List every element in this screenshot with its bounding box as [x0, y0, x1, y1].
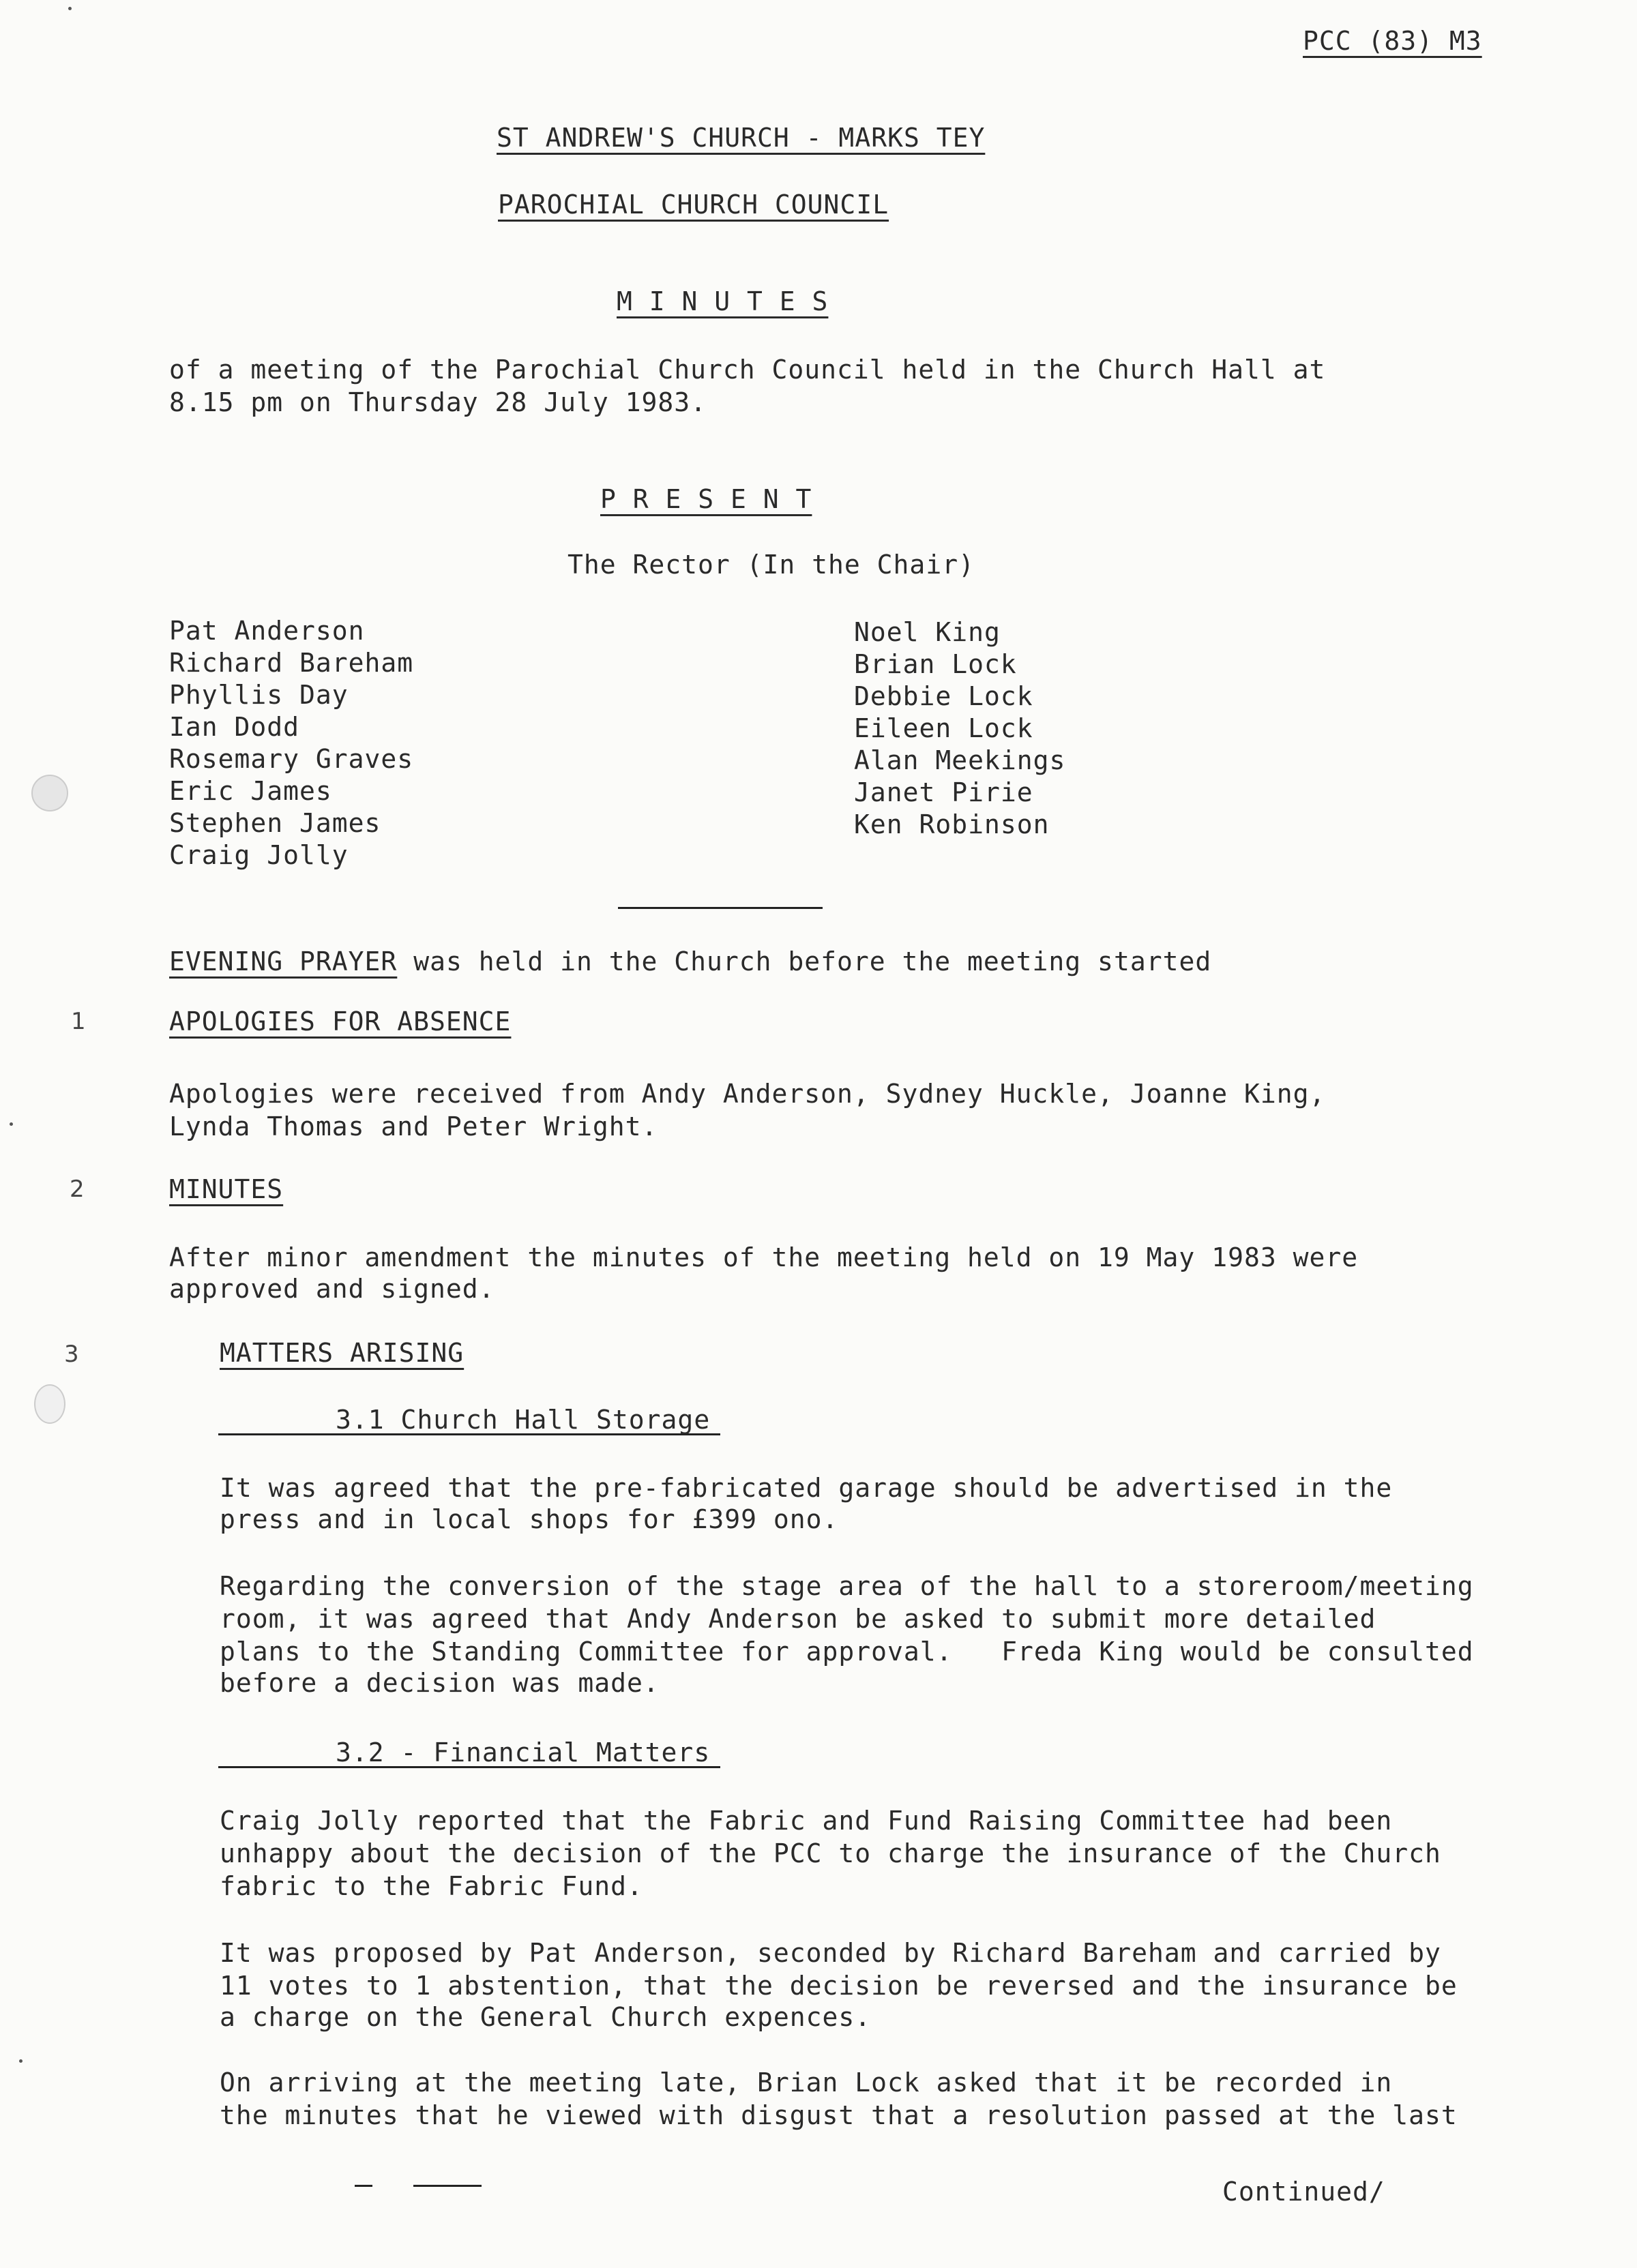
financial-p3-line-1: On arriving at the meeting late, Brian Lock asked that it be recorded in	[220, 2068, 1393, 2098]
storage-p1-line-1: It was agreed that the pre-fabricated garage should be advertised in the	[220, 1473, 1393, 1503]
financial-p2-line-3: a charge on the General Church expences.	[220, 2002, 872, 2032]
financial-p1-line-2: unhappy about the decision of the PCC to charge the insurance of the Church	[220, 1838, 1441, 1868]
attendees-column-1	[169, 615, 413, 871]
divider	[618, 907, 823, 909]
attendee-name: Noel King	[854, 617, 1001, 647]
attendee-name: Pat Anderson	[169, 616, 365, 646]
evening-prayer-line	[169, 945, 1211, 978]
section-number: 2	[70, 1176, 85, 1203]
chair-line: The Rector (In the Chair)	[567, 550, 975, 580]
storage-p2-line-4: before a decision was made.	[220, 1668, 660, 1698]
footer-mark	[413, 2185, 482, 2187]
attendee-name: Brian Lock	[854, 649, 1017, 679]
church-title: ST ANDREW'S CHURCH - MARKS TEY	[497, 123, 986, 153]
attendee-name: Ken Robinson	[854, 809, 1050, 839]
intro-line-2: 8.15 pm on Thursday 28 July 1983.	[169, 387, 707, 417]
evening-prayer-text: was held in the Church before the meeting started	[413, 946, 1212, 976]
attendee-name: Janet Pirie	[854, 777, 1033, 807]
financial-p3-line-2: the minutes that he viewed with disgust that a resolution passed at the last	[220, 2100, 1458, 2130]
attendee-name: Eric James	[169, 776, 332, 806]
minutes-line-1: After minor amendment the minutes of the meeting held on 19 May 1983 were	[169, 1242, 1359, 1272]
page-mark	[68, 7, 72, 10]
punch-hole	[31, 775, 68, 811]
attendee-name: Alan Meekings	[854, 745, 1066, 775]
attendee-name: Stephen James	[169, 808, 381, 838]
storage-p1-line-2: press and in local shops for £399 ono.	[220, 1504, 839, 1534]
section-heading-apologies: APOLOGIES FOR ABSENCE	[169, 1006, 512, 1036]
evening-prayer-heading: EVENING PRAYER	[169, 946, 398, 976]
section-number: 1	[71, 1008, 86, 1035]
council-title: PAROCHIAL CHURCH COUNCIL	[498, 190, 889, 220]
storage-p2-line-1: Regarding the conversion of the stage area of the hall to a storeroom/meeting	[220, 1571, 1474, 1601]
subheading-church-hall-storage: 3.1 Church Hall Storage	[336, 1405, 711, 1435]
attendees-column-2	[854, 616, 1065, 841]
financial-p1-line-1: Craig Jolly reported that the Fabric and Fund Raising Committee had been	[220, 1806, 1393, 1836]
attendee-name: Rosemary Graves	[169, 744, 414, 774]
apologies-line-1: Apologies were received from Andy Anderson, Sydney Huckle, Joanne King,	[169, 1079, 1326, 1109]
document-reference: PCC (83) M3	[1303, 26, 1482, 56]
financial-p2-line-2: 11 votes to 1 abstention, that the decision be reversed and the insurance be	[220, 1971, 1458, 2001]
subheading-financial-matters: 3.2 - Financial Matters	[336, 1737, 711, 1767]
attendee-name: Eileen Lock	[854, 713, 1033, 743]
minutes-line-2: approved and signed.	[169, 1274, 495, 1304]
attendee-name: Ian Dodd	[169, 712, 300, 742]
attendee-name: Richard Bareham	[169, 648, 414, 678]
storage-p2-line-3: plans to the Standing Committee for approval. Freda King would be consulted	[220, 1637, 1474, 1667]
section-heading-minutes: MINUTES	[169, 1174, 284, 1204]
apologies-line-2: Lynda Thomas and Peter Wright.	[169, 1111, 658, 1142]
attendee-name: Debbie Lock	[854, 681, 1033, 711]
page-mark	[19, 2059, 23, 2063]
minutes-title: M I N U T E S	[617, 286, 829, 316]
footer-mark	[355, 2185, 372, 2187]
punch-hole	[34, 1384, 65, 1424]
financial-p2-line-1: It was proposed by Pat Anderson, seconded by Richard Bareham and carried by	[220, 1938, 1441, 1968]
intro-line-1: of a meeting of the Parochial Church Council held in the Church Hall at	[169, 355, 1326, 385]
financial-p1-line-3: fabric to the Fabric Fund.	[220, 1871, 643, 1901]
section-number: 3	[64, 1341, 79, 1368]
attendee-name: Craig Jolly	[169, 840, 349, 870]
attendee-name: Phyllis Day	[169, 680, 349, 710]
page-mark	[10, 1122, 13, 1126]
present-heading: P R E S E N T	[600, 484, 812, 514]
section-heading-matters-arising: MATTERS ARISING	[220, 1338, 464, 1368]
continued-label: Continued/	[1222, 2177, 1385, 2207]
storage-p2-line-2: room, it was agreed that Andy Anderson be asked to submit more detailed	[220, 1604, 1376, 1634]
